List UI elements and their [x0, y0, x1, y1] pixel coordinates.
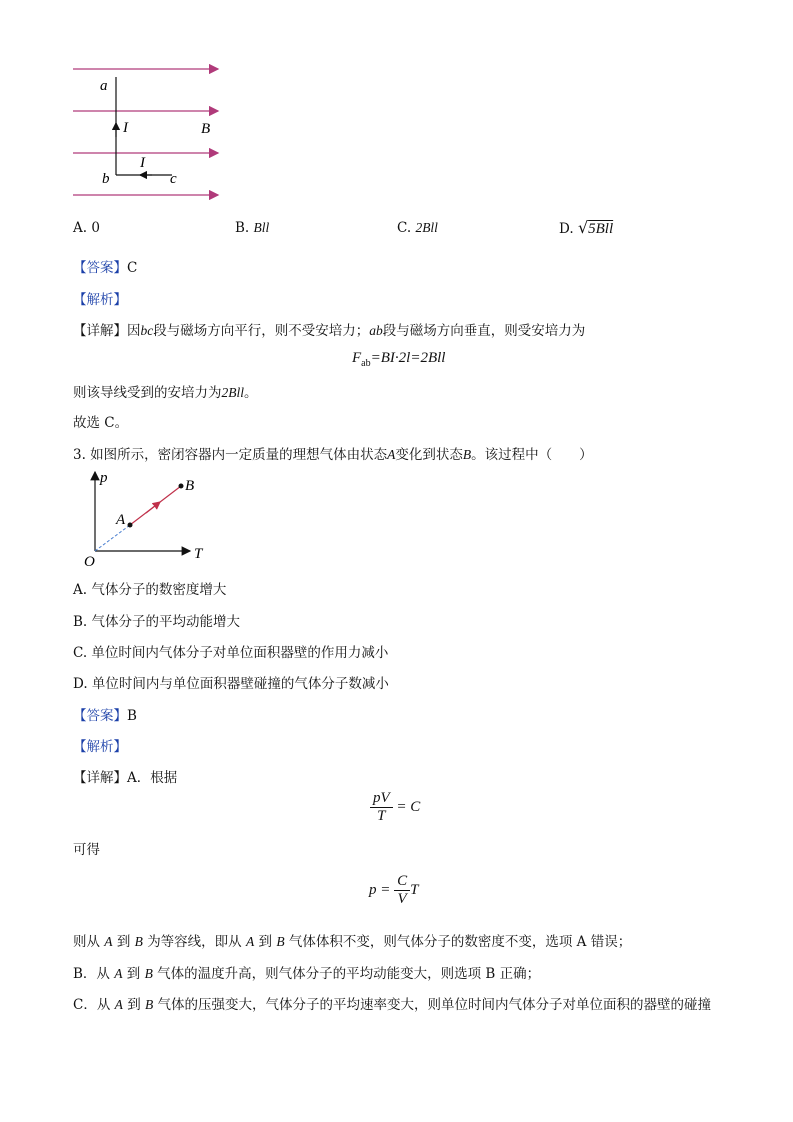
q3-explain-line-1: 则从 A 到 B 为等容线，即从 A 到 B 气体体积不变，则气体分子的数密度不变，选项 A 错误； [73, 934, 632, 950]
detail-tag: 【详解】 [73, 323, 127, 339]
q3-stem: 3. 如图所示，密闭容器内一定质量的理想气体由状态A变化到状态B。该过程中（ ） [73, 447, 593, 463]
point-b [179, 484, 184, 489]
label-c: c [170, 171, 177, 187]
point-a [128, 523, 133, 528]
q2-select: 故选 C。 [73, 415, 129, 431]
q3-option-b: B. 气体分子的平均动能增大 [73, 614, 241, 630]
q3-option-a: A. 气体分子的数密度增大 [73, 582, 227, 598]
q2-formula: $F_{ab}=BI\cdot 2l=2Bll$ [352, 350, 446, 369]
q2-conclusion: 则该导线受到的安培力为2Bll。 [73, 385, 258, 401]
q2-option-a: A. 0 [73, 220, 100, 236]
equation-1: $\frac{pV}{T}$ = C [370, 790, 420, 825]
q3-detail-intro: 【详解】A．根据 [73, 770, 178, 786]
answer-tag: 【答案】 [73, 260, 127, 276]
q2-option-c: C. 2Bll [397, 220, 438, 236]
q3-analysis-tag: 【解析】 [73, 739, 127, 755]
q3-explain-line-2: B．从 A 到 B 气体的温度升高，则气体分子的平均动能变大，则选项 B 正确； [73, 966, 541, 982]
p-t-graph [78, 466, 213, 571]
q2-answer: 【答案】C [73, 260, 138, 276]
label-i-vertical: I [123, 120, 128, 136]
label-field-b: B [201, 121, 211, 137]
q3-option-c: C. 单位时间内气体分子对单位面积器壁的作用力减小 [73, 645, 389, 661]
q3-answer: 【答案】B [73, 708, 137, 724]
magnetic-field-figure [60, 55, 240, 210]
q3-option-d: D. 单位时间内与单位面积器壁碰撞的气体分子数减小 [73, 676, 389, 692]
axis-label-t: T [194, 546, 203, 562]
detail-tag: 【详解】 [73, 770, 127, 786]
answer-tag: 【答案】 [73, 708, 127, 724]
can-get-text: 可得 [73, 842, 100, 858]
q2-analysis-tag: 【解析】 [73, 292, 127, 308]
axis-label-p: p [100, 470, 108, 486]
equation-2: p = $\frac{C}{V}$ T [369, 873, 419, 907]
q2-option-d: D. √5Bll [559, 218, 614, 237]
q2-detail: 【详解】因bc段与磁场方向平行，则不受安培力；ab段与磁场方向垂直，则受安培力为 [73, 323, 586, 339]
process-arrow [146, 502, 160, 513]
point-a-label: A [116, 512, 126, 528]
label-a: a [100, 78, 108, 94]
point-b-label: B [185, 478, 195, 494]
extension-line [95, 525, 130, 551]
label-b: b [102, 171, 110, 187]
origin-label: O [84, 554, 95, 570]
q2-option-b: B. Bll [235, 220, 270, 236]
label-i-horizontal: I [140, 155, 145, 171]
q3-explain-line-3: C．从 A 到 B 气体的压强变大，气体分子的平均速率变大，则单位时间内气体分子对单位面积的器壁的碰撞 [73, 997, 712, 1013]
